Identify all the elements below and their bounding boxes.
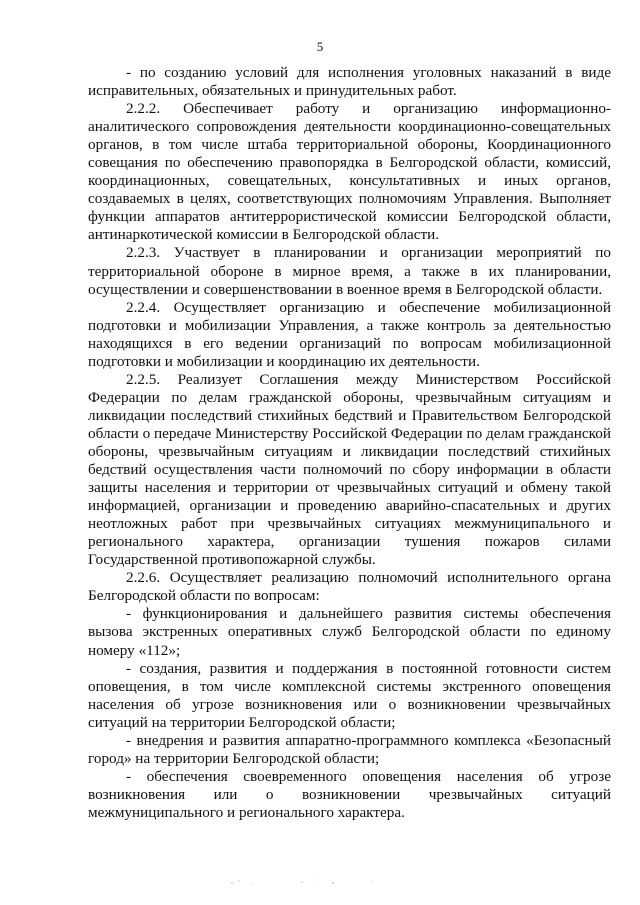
scan-specks (0, 876, 640, 888)
list-item-population-warning: - обеспечения своевременного оповещения населения об угрозе возникновения или о возникновении чрезвычайных ситуаций межмуниципального и регионального характера. (88, 767, 611, 821)
list-item-warning-systems: - создания, развития и поддержания в постоянной готовности систем оповещения, в том числе комплексной системы экстренного оповещения населения об угрозе возникновения или о возникновении чрезвычайных ситуаций на территории Белгородской области; (88, 659, 611, 731)
paragraph-criminal-penalties: - по созданию условий для исполнения уголовных наказаний в виде исправительных, обязательных и принудительных работ. (88, 64, 611, 100)
document-body (88, 64, 611, 822)
page-number: 5 (316, 39, 324, 54)
paragraph-2-2-4: 2.2.4. Осуществляет организацию и обеспечение мобилизационной подготовки и мобилизации Управления, а также контроль за деятельностью находящихся в его ведении организаций по вопросам мобилизационной подготовки и мобилизации и координацию их деятельности. (88, 298, 611, 370)
paragraph-2-2-5: 2.2.5. Реализует Соглашения между Министерством Российской Федерации по делам гражданской обороны, чрезвычайным ситуациям и ликвидации последствий стихийных бедствий и Правительством Белгородской области о передаче Министерству Российской Федерации по делам гражданской обороны, чрезвычайным ситуациям и ликвидации последствий стихийных бедствий осуществления части полномочий по сбору информации в области защиты населения и территории от чрезвычайных ситуаций и обмену такой информацией, организации и проведению аварийно-спасательных и других неотложных работ при чрезвычайных ситуациях межмуниципального и регионального характера, организации тушения пожаров силами Государственной противопожарной службы. (88, 370, 611, 569)
list-item-safe-city: - внедрения и развития аппаратно-программного комплекса «Безопасный город» на территории Белгородской области; (88, 731, 611, 767)
list-item-emergency-112: - функционирования и дальнейшего развития системы обеспечения вызова экстренных оперативных служб Белгородской области по единому номеру «112»; (88, 605, 611, 659)
paragraph-2-2-2: 2.2.2. Обеспечивает работу и организацию информационно-аналитического сопровождения деятельности координационно-совещательных органов, в том числе штаба территориальной обороны, Координационного совещания по обеспечению правопорядка в Белгородской области, комиссий, координационных, совещательных, консультативных и иных органов, создаваемых в целях, соответствующих полномочиям Управления. Выполняет функции аппаратов антитеррористической комиссии Белгородской области, антинаркотической комиссии в Белгородской области. (88, 100, 611, 244)
paragraph-2-2-6: 2.2.6. Осуществляет реализацию полномочий исполнительного органа Белгородской области по вопросам: (88, 569, 611, 605)
paragraph-2-2-3: 2.2.3. Участвует в планировании и организации мероприятий по территориальной обороне в мирное время, а также в их планировании, осуществлении и совершенствовании в военное время в Белгородской области. (88, 244, 611, 298)
